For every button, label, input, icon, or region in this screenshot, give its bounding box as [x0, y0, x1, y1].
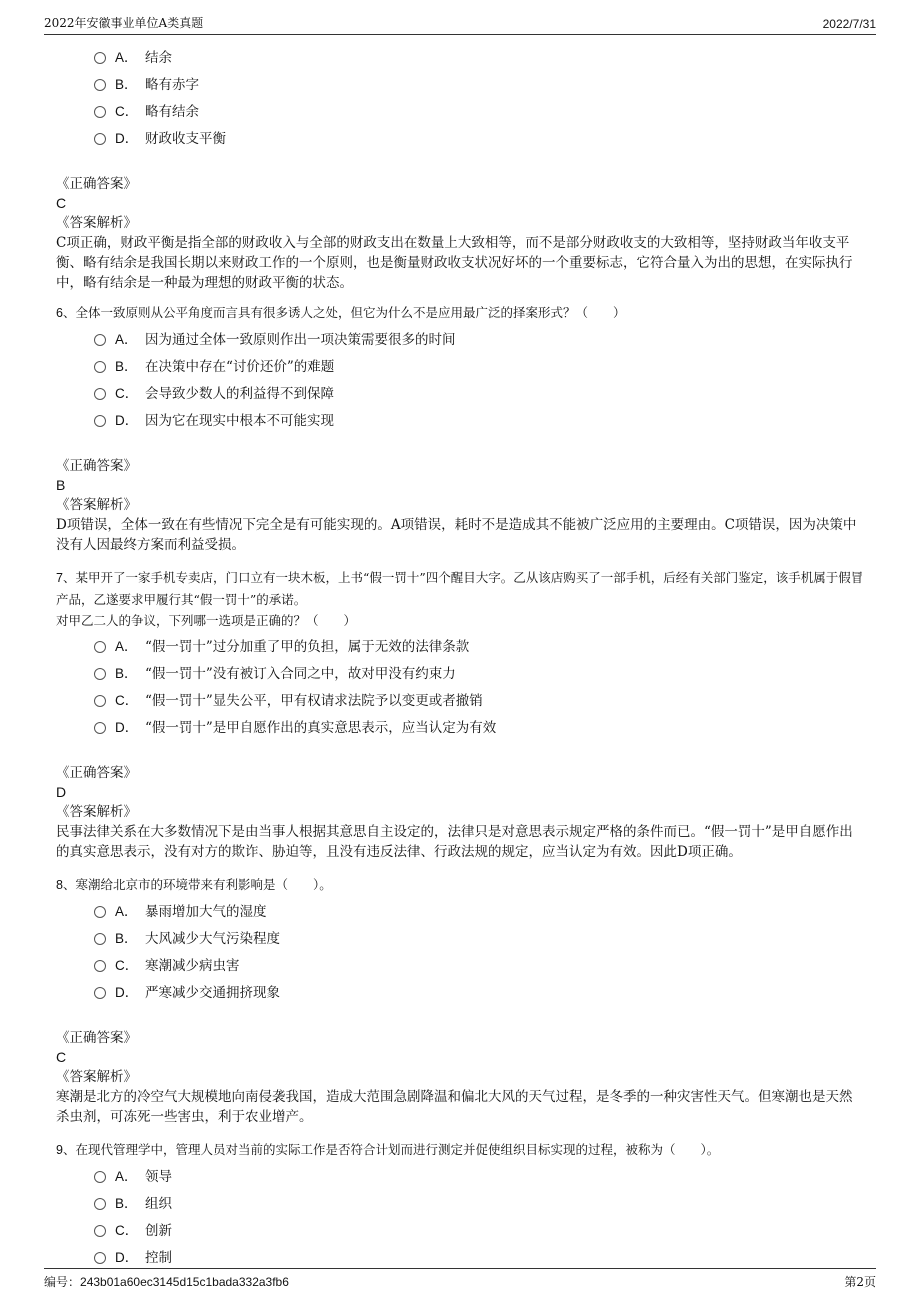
question-8-options — [56, 898, 864, 1006]
question-text: 全体一致原则从公平角度而言具有很多诱人之处，但它为什么不是应用最广泛的择案形式？（ ） — [75, 305, 626, 320]
explanation-text: 民事法律关系在大多数情况下是由当事人根据其意思自主设定的，法律只是对意思表示规定严格的条件而已。“假一罚十”是甲自愿作出的真实意思表示，没有对方的欺诈、胁迫等，且没有违反法律、行政法规的规定，应当认定为有效。因此D项正确。 — [56, 824, 853, 860]
document-title: 2022年安徽事业单位A类真题 — [44, 16, 204, 30]
page-header — [44, 12, 876, 35]
answer-block — [56, 456, 864, 555]
option-b[interactable]: B． 组织 — [56, 1190, 864, 1217]
option-a[interactable]: A． “假一罚十”过分加重了甲的负担，属于无效的法律条款 — [56, 633, 864, 660]
question-number: 9、 — [56, 1143, 76, 1157]
question-7 — [56, 567, 864, 631]
option-a[interactable]: A． 因为通过全体一致原则作出一项决策需要很多的时间 — [56, 326, 864, 353]
radio-icon[interactable] — [94, 415, 106, 427]
answer-label: 《正确答案》 — [56, 176, 137, 192]
radio-icon[interactable] — [94, 388, 106, 400]
question-number: 8、 — [56, 878, 76, 892]
question-text: 在现代管理学中，管理人员对当前的实际工作是否符合计划而进行测定并促使组织目标实现的过程，被称为（ ）。 — [75, 1142, 720, 1157]
radio-icon[interactable] — [94, 1171, 106, 1183]
question-6 — [56, 302, 864, 324]
radio-icon[interactable] — [94, 106, 106, 118]
radio-icon[interactable] — [94, 1252, 106, 1264]
radio-icon[interactable] — [94, 1225, 106, 1237]
answer-block — [56, 174, 864, 293]
radio-icon[interactable] — [94, 722, 106, 734]
option-b[interactable]: B． 在决策中存在“讨价还价”的难题 — [56, 353, 864, 380]
radio-icon[interactable] — [94, 334, 106, 346]
option-b[interactable]: B． “假一罚十”没有被订入合同之中，故对甲没有约束力 — [56, 660, 864, 687]
document-date: 2022/7/31 — [822, 17, 876, 31]
option-a[interactable]: A． 领导 — [56, 1163, 864, 1190]
option-a[interactable]: A． 结余 — [56, 44, 864, 71]
question-6-options — [56, 326, 864, 434]
radio-icon[interactable] — [94, 133, 106, 145]
option-b[interactable]: B． 略有赤字 — [56, 71, 864, 98]
explanation-text: D项错误，全体一致在有些情况下完全是有可能实现的。A项错误，耗时不是造成其不能被广泛应用的主要理由。C项错误，因为决策中没有人因最终方案而利益受损。 — [56, 517, 857, 553]
question-7-options — [56, 633, 864, 741]
explanation-text: C项正确，财政平衡是指全部的财政收入与全部的财政支出在数量上大致相等，而不是部分财政收支的大致相等，坚持财政当年收支平衡、略有结余是我国长期以来财政工作的一个原则，也是衡量财政收支状况好坏的一个重要标志，它符合量入为出的思想，在实际执行中，略有结余是一种最为理想的财政平衡的状态。 — [56, 235, 853, 291]
question-text: 某甲开了一家手机专卖店，门口立有一块木板，上书“假一罚十”四个醒目大字。乙从该店购买了一部手机，后经有关部门鉴定，该手机属于假冒产品，乙遂要求甲履行其“假一罚十”的承诺。 — [56, 570, 864, 607]
question-9-options — [56, 1163, 864, 1271]
answer-value: C — [56, 195, 67, 211]
question-number: 7、 — [56, 571, 76, 585]
explanation-label: 《答案解析》 — [56, 1069, 137, 1085]
answer-block — [56, 763, 864, 862]
explanation-label: 《答案解析》 — [56, 215, 137, 231]
answer-label: 《正确答案》 — [56, 458, 137, 474]
radio-icon[interactable] — [94, 361, 106, 373]
explanation-label: 《答案解析》 — [56, 497, 137, 513]
option-d[interactable]: D． “假一罚十”是甲自愿作出的真实意思表示，应当认定为有效 — [56, 714, 864, 741]
answer-value: C — [56, 1049, 67, 1065]
answer-block — [56, 1028, 864, 1127]
explanation-label: 《答案解析》 — [56, 804, 137, 820]
radio-icon[interactable] — [94, 79, 106, 91]
page-content — [56, 44, 864, 1271]
question-text: 寒潮给北京市的环境带来有利影响是（ ）。 — [75, 877, 332, 892]
answer-value: D — [56, 784, 67, 800]
explanation-text: 寒潮是北方的冷空气大规模地向南侵袭我国，造成大范围急剧降温和偏北大风的天气过程，是冬季的一种灾害性天气。但寒潮也是天然杀虫剂，可冻死一些害虫，利于农业增产。 — [56, 1089, 853, 1125]
option-d[interactable]: D． 因为它在现实中根本不可能实现 — [56, 407, 864, 434]
question-9 — [56, 1139, 864, 1161]
question-8 — [56, 874, 864, 896]
option-c[interactable]: C． “假一罚十”显失公平，甲有权请求法院予以变更或者撤销 — [56, 687, 864, 714]
page-number: 第2页 — [844, 1275, 876, 1289]
radio-icon[interactable] — [94, 52, 106, 64]
radio-icon[interactable] — [94, 668, 106, 680]
option-c[interactable]: C． 会导致少数人的利益得不到保障 — [56, 380, 864, 407]
answer-label: 《正确答案》 — [56, 1030, 137, 1046]
radio-icon[interactable] — [94, 960, 106, 972]
option-d[interactable]: D． 控制 — [56, 1244, 864, 1271]
option-c[interactable]: C． 略有结余 — [56, 98, 864, 125]
option-c[interactable]: C． 创新 — [56, 1217, 864, 1244]
radio-icon[interactable] — [94, 987, 106, 999]
question-number: 6、 — [56, 306, 76, 320]
question-text-continued: 对甲乙二人的争议，下列哪一选项是正确的？（ ） — [56, 613, 357, 628]
radio-icon[interactable] — [94, 1198, 106, 1210]
code-label: 编号： — [44, 1275, 81, 1289]
radio-icon[interactable] — [94, 933, 106, 945]
radio-icon[interactable] — [94, 695, 106, 707]
page-footer — [44, 1268, 876, 1299]
radio-icon[interactable] — [94, 906, 106, 918]
radio-icon[interactable] — [94, 641, 106, 653]
option-d[interactable]: D． 财政收支平衡 — [56, 125, 864, 152]
answer-value: B — [56, 477, 66, 493]
document-code — [44, 1273, 289, 1290]
code-value: 243b01a60ec3145d15c1bada332a3fb6 — [80, 1275, 289, 1289]
option-d[interactable]: D． 严寒减少交通拥挤现象 — [56, 979, 864, 1006]
question-5-options — [56, 44, 864, 152]
option-c[interactable]: C． 寒潮减少病虫害 — [56, 952, 864, 979]
answer-label: 《正确答案》 — [56, 765, 137, 781]
option-a[interactable]: A． 暴雨增加大气的湿度 — [56, 898, 864, 925]
option-b[interactable]: B． 大风减少大气污染程度 — [56, 925, 864, 952]
